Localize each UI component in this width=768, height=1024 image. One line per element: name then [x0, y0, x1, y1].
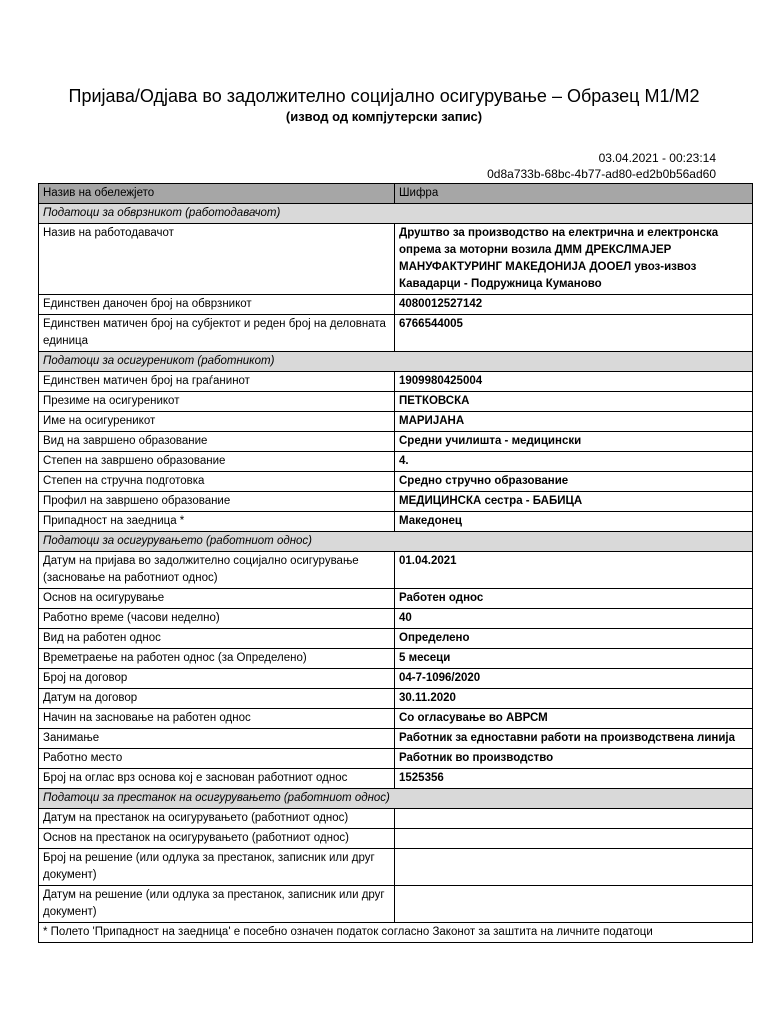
section-title: Податоци за престанок на осигурувањето (работниот однос): [39, 789, 753, 809]
field-label: Занимање: [39, 729, 395, 749]
table-row: [39, 769, 753, 789]
table-row: [39, 669, 753, 689]
document-title: Пријава/Одјава во задолжително социјално осигурување – Образец M1/M2: [68, 86, 700, 106]
section-header-row: [39, 352, 753, 372]
field-value: Средни училишта - медицински: [395, 432, 753, 452]
field-label: Датум на пријава во задолжително социјално осигурување (засновање на работниот однос): [39, 552, 395, 589]
field-label: Степен на стручна подготовка: [39, 472, 395, 492]
section-title: Податоци за обврзникот (работодавачот): [39, 204, 753, 224]
field-value: [395, 849, 753, 886]
table-row: [39, 809, 753, 829]
field-label: Единствен матичен број на субјектот и реден број на деловната единица: [39, 315, 395, 352]
field-value: 40: [395, 609, 753, 629]
column-header-name: Назив на обележјето: [39, 184, 395, 204]
field-label: Број на договор: [39, 669, 395, 689]
field-value: Друштво за производство на електрична и електронска опрема за моторни возила ДММ ДРЕКСЛМАЈЕР МАНУФАКТУРИНГ МАКЕДОНИЈА ДООЕЛ увоз-извоз Кавадарци - Подружница Куманово: [395, 224, 753, 295]
table-row: [39, 512, 753, 532]
table-row: [39, 472, 753, 492]
table-row: [39, 452, 753, 472]
table-row: [39, 749, 753, 769]
field-label: Единствен матичен број на граѓанинот: [39, 372, 395, 392]
form-table: [38, 183, 753, 943]
record-id: 0d8a733b-68bc-4b77-ad80-ed2b0b56ad60: [487, 167, 716, 181]
section-title: Податоци за осигуреникот (работникот): [39, 352, 753, 372]
section-header-row: [39, 789, 753, 809]
field-label: Вид на работен однос: [39, 629, 395, 649]
field-value: Определено: [395, 629, 753, 649]
table-row: [39, 729, 753, 749]
field-value: 4.: [395, 452, 753, 472]
field-label: Датум на престанок на осигурувањето (работниот однос): [39, 809, 395, 829]
field-label: Припадност на заедница *: [39, 512, 395, 532]
table-row: [39, 315, 753, 352]
table-row: [39, 589, 753, 609]
table-header-row: [39, 184, 753, 204]
field-label: Име на осигуреникот: [39, 412, 395, 432]
table-row: [39, 432, 753, 452]
table-row: [39, 609, 753, 629]
table-row: [39, 492, 753, 512]
field-label: Датум на решение (или одлука за престанок, записник или друг документ): [39, 886, 395, 923]
section-title: Податоци за осигурувањето (работниот однос): [39, 532, 753, 552]
field-value: Со огласување во АВРСМ: [395, 709, 753, 729]
field-label: Работно време (часови неделно): [39, 609, 395, 629]
field-value: Работен однос: [395, 589, 753, 609]
section-header-row: [39, 532, 753, 552]
table-row: [39, 629, 753, 649]
field-value: Работник во производство: [395, 749, 753, 769]
field-label: Назив на работодавачот: [39, 224, 395, 295]
field-value: 1525356: [395, 769, 753, 789]
table-row: [39, 886, 753, 923]
table-row: [39, 372, 753, 392]
table-row: [39, 392, 753, 412]
field-value: [395, 829, 753, 849]
table-row: [39, 849, 753, 886]
table-row: [39, 552, 753, 589]
field-value: 04-7-1096/2020: [395, 669, 753, 689]
field-label: Број на оглас врз основа кој е засновaн работниот однос: [39, 769, 395, 789]
field-label: Профил на завршено образование: [39, 492, 395, 512]
section-header-row: [39, 204, 753, 224]
field-label: Датум на договор: [39, 689, 395, 709]
field-value: 30.11.2020: [395, 689, 753, 709]
table-row: [39, 829, 753, 849]
field-value: МЕДИЦИНСКА сестра - БАБИЦА: [395, 492, 753, 512]
field-label: Презиме на осигуреникот: [39, 392, 395, 412]
field-label: Начин на засновање на работен однос: [39, 709, 395, 729]
table-row: [39, 295, 753, 315]
field-label: Работно место: [39, 749, 395, 769]
field-value: ПЕТКОВСКА: [395, 392, 753, 412]
table-row: [39, 649, 753, 669]
table-row: [39, 709, 753, 729]
field-value: [395, 809, 753, 829]
field-value: Работник за едноставни работи на производствена линија: [395, 729, 753, 749]
field-value: 01.04.2021: [395, 552, 753, 589]
footnote-row: [39, 923, 753, 943]
document-subtitle: (извод од компјутерски запис): [285, 109, 483, 124]
table-row: [39, 689, 753, 709]
field-value: 1909980425004: [395, 372, 753, 392]
field-label: Основ на осигурување: [39, 589, 395, 609]
field-label: Број на решение (или одлука за престанок, записник или друг документ): [39, 849, 395, 886]
field-label: Степен на завршено образование: [39, 452, 395, 472]
table-row: [39, 224, 753, 295]
field-label: Времетраење на работен однос (за Определено): [39, 649, 395, 669]
timestamp: 03.04.2021 - 00:23:14: [598, 151, 716, 165]
field-value: [395, 886, 753, 923]
field-label: Вид на завршено образование: [39, 432, 395, 452]
field-label: Единствен даночен број на обврзникот: [39, 295, 395, 315]
field-value: 4080012527142: [395, 295, 753, 315]
field-value: Македонец: [395, 512, 753, 532]
table-row: [39, 412, 753, 432]
column-header-code: Шифра: [395, 184, 753, 204]
field-label: Основ на престанок на осигурувањето (работниот однос): [39, 829, 395, 849]
footnote: * Полето 'Припадност на заедница' е посебно означен податок согласно Законот за заштита на личните податоци: [39, 923, 753, 943]
field-value: 5 месеци: [395, 649, 753, 669]
field-value: Средно стручно образование: [395, 472, 753, 492]
field-value: 6766544005: [395, 315, 753, 352]
field-value: МАРИЈАНА: [395, 412, 753, 432]
